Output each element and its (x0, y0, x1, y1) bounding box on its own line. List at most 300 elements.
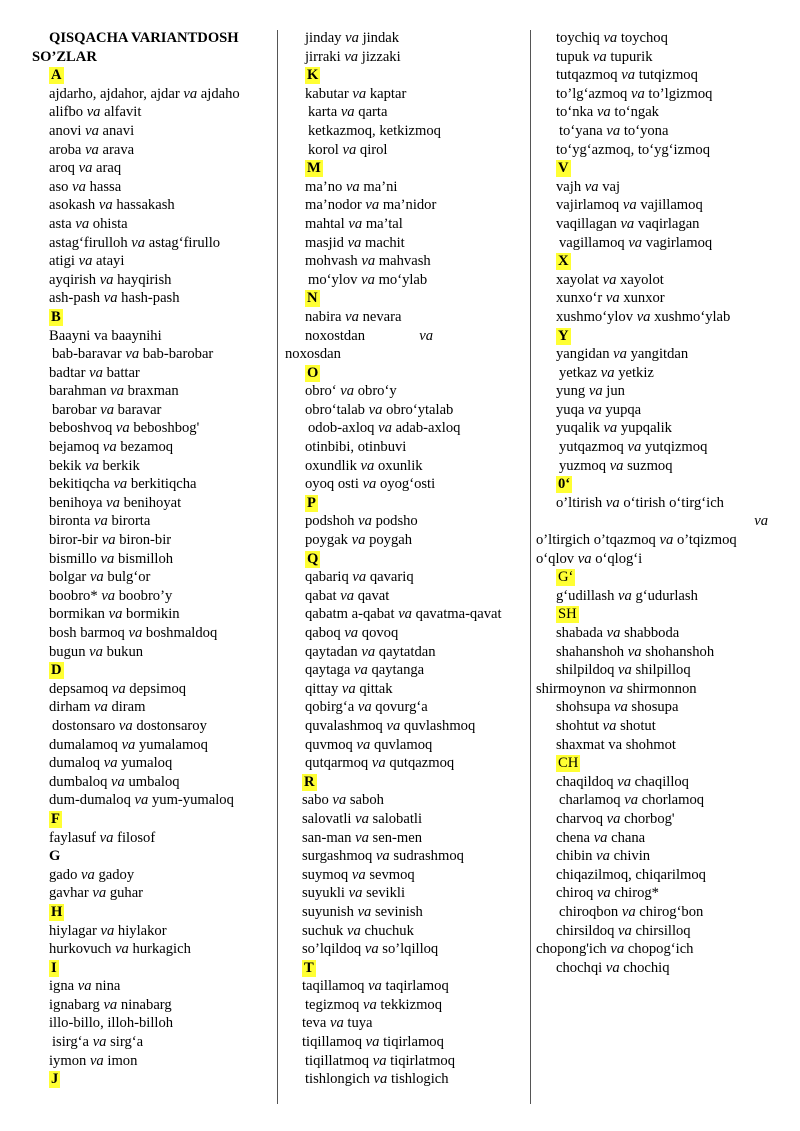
entry-word: yetkaz (559, 364, 598, 381)
word-entry (536, 29, 768, 48)
conjunction-va: va (347, 922, 361, 939)
entry-variant: beboshbog' (133, 420, 200, 437)
word-entry (32, 85, 268, 104)
conjunction-va: va (131, 234, 146, 251)
word-entry (285, 1052, 525, 1071)
conjunction-va: va (103, 755, 118, 772)
conjunction-va: va (378, 420, 392, 437)
word-entry (536, 736, 768, 755)
conjunction-va: va (111, 773, 125, 790)
word-entry (285, 141, 525, 160)
conjunction-va: va (102, 439, 117, 456)
conjunction-va: va (354, 662, 368, 679)
word-entry (536, 382, 768, 401)
entry-word: isirg‘a (52, 1034, 90, 1051)
entry-word: oyoq osti (305, 476, 359, 493)
conjunction-va: va (100, 401, 115, 418)
conjunction-va: va (332, 792, 347, 809)
word-entry (32, 698, 268, 717)
conjunction-va: va (606, 810, 621, 827)
entry-variant: qavatma-qavat (415, 606, 502, 623)
conjunction-va: va (584, 178, 599, 195)
entry-word: chiroqbon (559, 903, 619, 920)
word-entry (285, 736, 525, 755)
word-entry (32, 773, 268, 792)
conjunction-va: va (340, 587, 355, 604)
word-entry (285, 829, 525, 848)
letter-heading (536, 327, 768, 346)
letter-heading-label: H (51, 903, 63, 920)
word-entry (536, 643, 768, 662)
entry-word: alifbo (49, 104, 84, 121)
word-entry (285, 178, 525, 197)
column-separator-right (530, 30, 531, 1104)
entry-variant: chaqilloq (634, 773, 689, 790)
word-entry (536, 215, 768, 234)
letter-heading-label: M (307, 160, 321, 177)
entry-variant: ninabarg (120, 996, 172, 1013)
word-entry (536, 103, 768, 122)
entry-word: quvalashmoq (305, 717, 383, 734)
entry-word: bironta (49, 513, 91, 530)
letter-heading-label: Y (558, 327, 569, 344)
entry-word: chopong'ich (536, 941, 607, 958)
word-entry (536, 141, 768, 160)
conjunction-va: va (100, 922, 115, 939)
entry-variant: o‘qlog‘i (595, 550, 643, 567)
entry-word: qittay (305, 680, 339, 697)
conjunction-va: va (592, 48, 607, 65)
entry-variant: sudrashmoq (393, 848, 464, 865)
conjunction-va: va (596, 104, 611, 121)
entry-word: shilpildoq (556, 662, 615, 679)
entry-word: obro‘ (305, 383, 337, 400)
entry-variant: yutqizmoq (644, 439, 708, 456)
entry-variant: bormikin (126, 606, 180, 623)
column-separator-left (277, 30, 278, 1104)
letter-heading (32, 903, 268, 922)
word-entry (32, 327, 268, 346)
entry-variant: obro‘y (357, 383, 397, 400)
entry-variant: machit (365, 234, 405, 251)
entry-word: ignabarg (49, 996, 100, 1013)
entry-variant: o’tqizmoq (676, 532, 737, 549)
word-entry (536, 550, 768, 569)
entry-variant: qaytatdan (378, 643, 436, 660)
entry-variant: chorlamoq (641, 792, 705, 809)
word-entry (536, 940, 768, 959)
entry-variant: vajillamoq (640, 197, 703, 214)
word-entry (285, 512, 525, 531)
word-entry (285, 754, 525, 773)
entry-variant: hiylakor (117, 922, 167, 939)
letter-heading-label: I (51, 959, 57, 976)
word-entry (536, 308, 768, 327)
conjunction-va: va (344, 48, 359, 65)
entry-text: shaxmat va shohmot (556, 736, 676, 753)
word-entry (32, 550, 268, 569)
word-entry (32, 122, 268, 141)
entry-word: astag‘firulloh (49, 234, 128, 251)
letter-heading (536, 159, 768, 178)
entry-word: tegizmoq (305, 996, 360, 1013)
entry-word: bekik (49, 457, 82, 474)
conjunction-va: va (659, 532, 674, 549)
conjunction-va: va (610, 941, 625, 958)
entry-word: kabutar (305, 85, 349, 102)
letter-heading (285, 364, 525, 383)
entry-variant: gadoy (98, 866, 135, 883)
entry-variant: shabboda (624, 625, 680, 641)
conjunction-va: va (99, 829, 114, 846)
entry-variant: suzmoq (627, 457, 673, 474)
entry-word: dirham (49, 699, 91, 716)
conjunction-va: va (356, 736, 371, 753)
entry-word: iymon (49, 1052, 87, 1069)
conjunction-va: va (352, 85, 367, 102)
entry-word: yung (556, 383, 586, 400)
word-entry (32, 457, 268, 476)
entry-variant: toychoq (620, 30, 668, 46)
word-entry (32, 996, 268, 1015)
conjunction-va: va (183, 85, 198, 102)
conjunction-va: va (372, 1052, 387, 1069)
word-entry (32, 977, 268, 996)
entry-variant: kaptar (369, 85, 407, 102)
word-entry (536, 494, 768, 513)
conjunction-va: va (342, 141, 357, 158)
entry-variant: yum-yumaloq (151, 792, 234, 809)
entry-variant: hassa (89, 178, 122, 195)
conjunction-va: va (81, 866, 95, 883)
entry-word: yuqalik (556, 420, 600, 437)
conjunction-va: va (606, 625, 621, 641)
conjunction-va: va (125, 346, 140, 363)
word-entry (285, 401, 525, 420)
word-entry (536, 457, 768, 476)
conjunction-va: va (75, 215, 90, 232)
word-entry (32, 791, 268, 810)
conjunction-va: va (355, 829, 369, 846)
conjunction-va: va (360, 457, 375, 474)
conjunction-va: va (603, 420, 618, 437)
conjunction-va: va (609, 457, 624, 474)
word-entry (536, 419, 768, 438)
conjunction-va: va (78, 160, 93, 177)
word-entry (32, 345, 268, 364)
entry-variant: ma’tal (365, 215, 403, 232)
entry-variant: qarta (358, 104, 388, 121)
entry-text: illo-billo, illoh-billoh (49, 1015, 174, 1032)
entry-variant: taqirlamoq (385, 978, 449, 995)
entry-variant: imon (107, 1052, 138, 1069)
entry-variant: to‘yona (623, 122, 669, 139)
conjunction-va: va (89, 1052, 104, 1069)
word-entry (32, 401, 268, 420)
entry-word: atigi (49, 253, 75, 270)
entry-word: gado (49, 866, 78, 883)
conjunction-va: va (621, 67, 636, 84)
entry-word: anovi (49, 122, 82, 139)
entry-word: igna (49, 978, 75, 995)
entry-variant: ma’nidor (382, 197, 437, 214)
entry-word: taqillamoq (302, 978, 365, 995)
word-entry (285, 1070, 525, 1089)
letter-heading-label: D (51, 662, 62, 679)
conjunction-va: va (630, 85, 645, 102)
entry-word: depsamoq (49, 680, 109, 697)
entry-word: mo‘ylov (308, 271, 358, 288)
entry-word: suyunish (302, 903, 354, 920)
conjunction-va: va (602, 717, 617, 734)
letter-heading (536, 605, 768, 624)
entry-word: surgashmoq (302, 848, 373, 865)
entry-variant: shirmonnon (626, 680, 697, 697)
conjunction-va: va (340, 383, 355, 400)
conjunction-va: va (85, 122, 99, 139)
word-entry (32, 624, 268, 643)
entry-word: quvmoq (305, 736, 353, 753)
title-line-2: SO’ZLAR (32, 48, 97, 65)
entry-word: suyukli (302, 885, 345, 902)
entry-word: mohvash (305, 253, 358, 270)
conjunction-va: va (602, 271, 617, 288)
word-entry (32, 680, 268, 699)
conjunction-va: va (78, 253, 93, 270)
entry-variant: ma’ni (363, 178, 398, 195)
entry-word: xayolat (556, 271, 599, 288)
entry-word: chiroq (556, 885, 594, 902)
entry-variant: g‘udurlash (635, 587, 698, 604)
entry-variant: sevmoq (369, 866, 415, 883)
entry-word: ash-pash (49, 290, 101, 307)
entry-word: charvoq (556, 810, 604, 827)
word-entry (285, 252, 525, 271)
entry-variant: tuya (347, 1015, 373, 1032)
entry-word: o’ltirgich o’tqazmoq (536, 532, 656, 549)
entry-variant: quvlashmoq (403, 717, 476, 734)
column-1 (32, 29, 268, 1089)
conjunction-va: va (89, 643, 103, 660)
entry-word: qobirg‘a (305, 699, 355, 716)
entry-word: tupuk (556, 48, 590, 65)
entry-variant: chochiq (623, 959, 670, 976)
entry-variant: chorbog' (624, 810, 675, 827)
entry-variant: to‘ngak (614, 104, 659, 121)
conjunction-va: va (348, 215, 363, 232)
entry-variant: sevinish (375, 903, 423, 920)
entry-variant: hurkagich (132, 941, 191, 958)
entry-word: hurkovuch (49, 941, 112, 958)
entry-variant: battar (106, 364, 140, 381)
entry-variant: bab-barobar (142, 346, 214, 363)
letter-heading (285, 494, 525, 513)
word-entry (536, 866, 768, 885)
entry-variant: so’lqilloq (382, 941, 439, 958)
conjunction-va: va (329, 1015, 344, 1032)
word-entry (285, 196, 525, 215)
word-entry (536, 512, 768, 531)
conjunction-va: va (621, 903, 636, 920)
word-entry (32, 289, 268, 308)
word-entry (32, 922, 268, 941)
entry-word: tutqazmoq (556, 67, 618, 84)
entry-word: ajdarho, ajdahor, ajdar (49, 85, 180, 102)
entry-word: aroq (49, 160, 75, 177)
entry-variant: benihoyat (123, 494, 182, 511)
entry-word: asokash (49, 197, 96, 214)
conjunction-va: va (94, 699, 108, 716)
conjunction-va: va (111, 680, 126, 697)
entry-variant: o‘tirish o‘tirg‘ich (623, 494, 724, 511)
entry-variant: mo‘ylab (378, 271, 428, 288)
entry-word: obro‘talab (305, 401, 365, 418)
conjunction-va: va (600, 364, 615, 381)
entry-word: chirsildoq (556, 922, 615, 939)
word-entry (536, 122, 768, 141)
word-entry (285, 940, 525, 959)
entry-word: aso (49, 178, 69, 195)
entry-word: masjid (305, 234, 344, 251)
letter-heading (536, 475, 768, 494)
entry-word: chibin (556, 848, 593, 865)
entry-variant: atayi (96, 253, 125, 270)
word-entry (536, 345, 768, 364)
entry-variant: chivin (613, 848, 651, 865)
word-entry (285, 903, 525, 922)
entry-variant: qavariq (369, 569, 414, 586)
word-entry (32, 438, 268, 457)
entry-variant: depsimoq (129, 680, 187, 697)
conjunction-va: va (613, 699, 628, 716)
entry-variant: bulg‘or (107, 569, 151, 586)
conjunction-va: va (617, 773, 631, 790)
word-entry (536, 66, 768, 85)
entry-word: qabariq (305, 569, 349, 586)
letter-heading (32, 661, 268, 680)
entry-word: teva (302, 1015, 327, 1032)
entry-variant: oyog‘osti (380, 476, 436, 493)
entry-word: yuzmoq (559, 457, 607, 474)
entry-variant: nina (95, 978, 121, 995)
conjunction-va: va (92, 885, 107, 902)
word-entry (536, 178, 768, 197)
conjunction-va: va (121, 736, 136, 753)
entry-word: qabatm a-qabat (305, 606, 395, 623)
entry-variant: jindak (362, 30, 400, 46)
word-entry (285, 531, 525, 550)
conjunction-va: va (618, 922, 632, 939)
entry-word: beboshvoq (49, 420, 113, 437)
word-entry (536, 624, 768, 643)
conjunction-va: va (365, 1034, 380, 1051)
entry-variant: biron-bir (119, 532, 172, 549)
entry-variant: qovoq (361, 625, 399, 641)
entry-word: to‘yana (559, 122, 603, 139)
entry-word: xunxo‘r (556, 290, 603, 307)
word-entry (32, 643, 268, 662)
letter-heading-label: J (51, 1071, 59, 1088)
conjunction-va: va (398, 606, 412, 623)
word-entry (536, 847, 768, 866)
conjunction-va: va (358, 513, 372, 530)
conjunction-va: va (128, 625, 143, 641)
entry-word: so’lqildoq (302, 941, 362, 958)
entry-word: biror-bir (49, 532, 99, 549)
entry-variant: hassakash (116, 197, 175, 214)
conjunction-va: va (357, 699, 372, 716)
entry-word: hiylagar (49, 922, 97, 939)
word-entry (285, 215, 525, 234)
entry-variant: yupqa (605, 401, 642, 418)
entry-variant: xushmo‘ylab (654, 308, 731, 325)
conjunction-va: va (362, 476, 377, 493)
letter-heading (32, 308, 268, 327)
entry-variant: anavi (102, 122, 135, 139)
entry-text: ketkazmoq, ketkizmoq (308, 122, 441, 139)
entry-word: bab-baravar (52, 346, 122, 363)
entry-variant: alfavit (104, 104, 142, 121)
word-entry (285, 996, 525, 1015)
entry-variant: chirog‘bon (639, 903, 704, 920)
conjunction-va: va (134, 792, 149, 809)
entry-word: poygak (305, 532, 348, 549)
entry-variant: qirol (359, 141, 388, 158)
word-entry (32, 940, 268, 959)
column-2-entries (285, 29, 525, 1089)
entry-variant: tekkizmoq (380, 996, 443, 1013)
word-entry (285, 382, 525, 401)
conjunction-va: va (101, 587, 116, 604)
entry-variant: braxman (127, 383, 179, 400)
entry-word: suchuk (302, 922, 344, 939)
entry-variant: mahvash (378, 253, 431, 270)
word-entry (536, 680, 768, 699)
entry-word: barahman (49, 383, 107, 400)
conjunction-va: va (86, 104, 101, 121)
word-entry (536, 289, 768, 308)
letter-heading-label: T (304, 959, 314, 976)
conjunction-va: va (605, 494, 620, 511)
conjunction-va: va (345, 30, 359, 46)
entry-word: vajh (556, 178, 582, 195)
entry-text: chiqazilmoq, chiqarilmoq (556, 866, 706, 883)
word-entry (32, 494, 268, 513)
entry-word: jirraki (305, 48, 341, 65)
conjunction-va: va (355, 810, 369, 827)
conjunction-va: va (344, 625, 359, 641)
entry-variant: berkik (102, 457, 140, 474)
conjunction-va: va (72, 178, 86, 195)
entry-variant: ohista (92, 215, 128, 232)
entry-variant: jun (606, 383, 625, 400)
conjunction-va: va (345, 178, 360, 195)
word-entry (536, 959, 768, 978)
conjunction-va: va (609, 680, 624, 697)
conjunction-va: va (605, 959, 620, 976)
word-entry (536, 234, 768, 253)
entry-variant: boobro’y (118, 587, 173, 604)
entry-variant: filosof (117, 829, 156, 846)
entry-variant: xayolot (620, 271, 664, 288)
conjunction-va: va (110, 383, 124, 400)
word-entry (32, 829, 268, 848)
conjunction-va: va (636, 308, 651, 325)
word-entry (285, 1033, 525, 1052)
entry-word: tiqillamoq (302, 1034, 362, 1051)
entry-variant: jizzaki (361, 48, 401, 65)
letter-heading-label: B (51, 308, 61, 325)
